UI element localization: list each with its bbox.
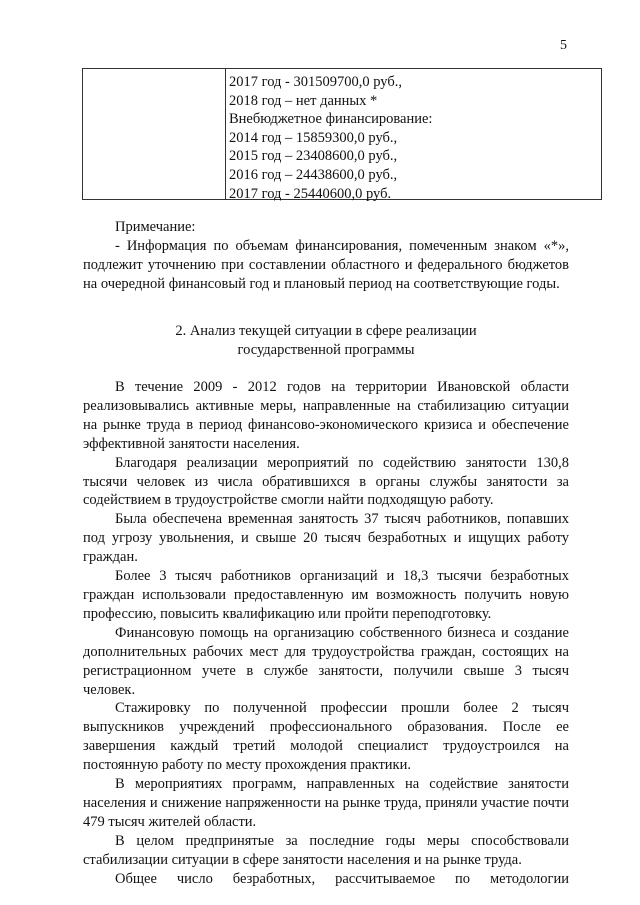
paragraph: Финансовую помощь на организацию собственного бизнеса и создание дополнительных рабочих мест для трудоустройства граждан, состоящих на регистрационном учете в службе занятости, получили свыше 3 тысяч человек. bbox=[83, 624, 569, 698]
note-block bbox=[83, 218, 569, 294]
paragraph: Общее число безработных, рассчитываемое по методологии bbox=[115, 870, 569, 887]
section-heading-line1: 2. Анализ текущей ситуации в сфере реализации bbox=[175, 323, 477, 339]
page-number: 5 bbox=[560, 38, 567, 53]
note-title: Примечание: bbox=[115, 219, 196, 235]
funding-line: 2018 год – нет данных * bbox=[229, 92, 378, 109]
paragraph: В целом предпринятые за последние годы меры способствовали стабилизации ситуации в сфере занятости населения и на рынке труда. bbox=[83, 832, 569, 868]
paragraph: Стажировку по полученной профессии прошли более 2 тысяч выпускников учреждений профессионального образования. После ее завершения каждый третий молодой специалист трудоустроился на постоянную работу по месту прохождения практики. bbox=[83, 700, 569, 774]
section-heading-line2: государственной программы bbox=[237, 342, 415, 358]
section-body bbox=[83, 378, 569, 888]
funding-line: 2014 год – 15859300,0 руб., bbox=[229, 129, 398, 146]
funding-line: Внебюджетное финансирование: bbox=[229, 111, 433, 128]
section-heading bbox=[83, 322, 569, 360]
funding-table bbox=[82, 68, 602, 200]
funding-line: 2016 год – 24438600,0 руб., bbox=[229, 166, 398, 183]
note-text: - Информация по объемам финансирования, помеченным знаком «*», подлежит уточнению при составлении областного и федерального бюджетов на очередной финансовый год и плановый период на соответствующие годы. bbox=[83, 237, 569, 292]
paragraph: В мероприятиях программ, направленных на содействие занятости населения и снижение напряженности на рынке труда, приняли участие почти 479 тысяч жителей области. bbox=[83, 776, 569, 830]
funding-cell bbox=[229, 73, 597, 203]
funding-line: 2017 год - 25440600,0 руб. bbox=[229, 185, 392, 202]
paragraph: Была обеспечена временная занятость 37 тысяч работников, попавших под угрозу увольнения, и свыше 20 тысяч безработных и ищущих работу граждан. bbox=[83, 511, 569, 566]
paragraph: Благодаря реализации мероприятий по содействию занятости 130,8 тысячи человек из числа обратившихся в органы службы занятости за содействием в трудоустройстве смогли найти подходящую работу. bbox=[83, 454, 569, 509]
paragraph: Более 3 тысяч работников организаций и 18,3 тысячи безработных граждан использовали предоставленную им возможность получить новую профессию, повысить квалификацию или пройти переподготовку. bbox=[83, 568, 569, 622]
table-column-divider bbox=[225, 69, 226, 199]
funding-line: 2017 год - 301509700,0 руб., bbox=[229, 74, 402, 90]
funding-line: 2015 год – 23408600,0 руб., bbox=[229, 148, 398, 165]
paragraph: В течение 2009 - 2012 годов на территории Ивановской области реализовывались активные меры, направленные на стабилизацию ситуации на рынке труда в период финансово-экономического кризиса и обеспечение эффективной занятости населения. bbox=[83, 379, 569, 452]
